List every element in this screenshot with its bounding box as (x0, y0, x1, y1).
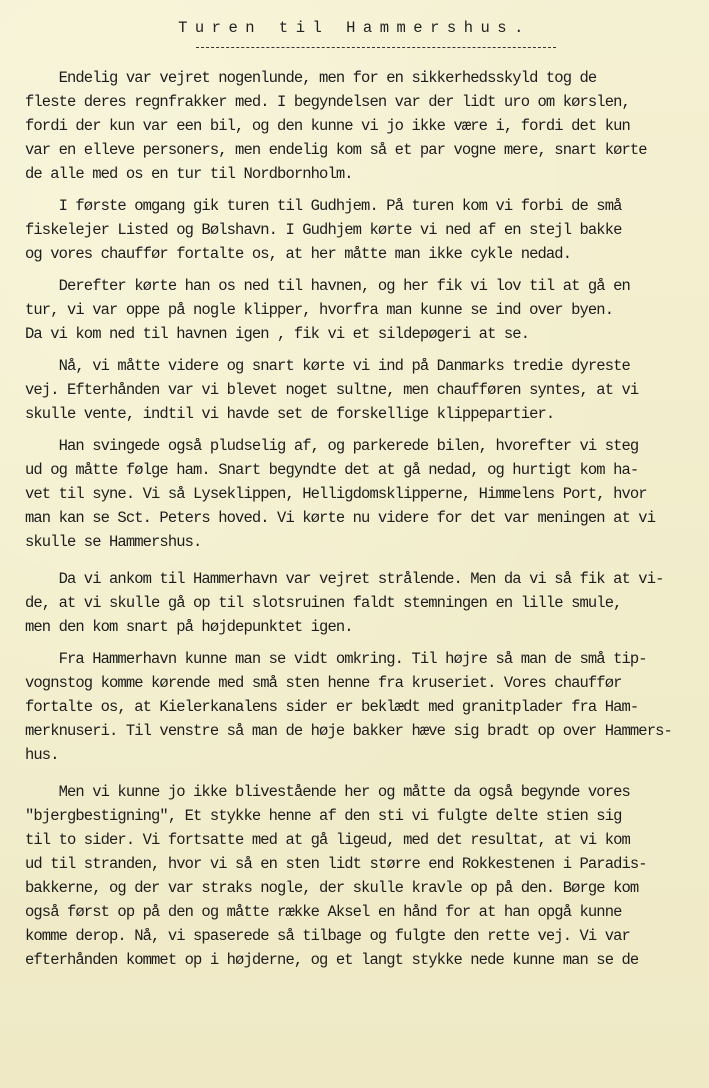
text-line: vognstog komme kørende med små sten henne fra kruseriet. Vores chauffør (25, 674, 622, 692)
text-line: til to sider. Vi fortsatte med at gå ligeud, med det resultat, at vi kom (25, 831, 630, 849)
text-line: Derefter kørte han os ned til havnen, og her fik vi lov til at gå en (25, 277, 630, 295)
text-line: vet til syne. Vi så Lyseklippen, Helligdomsklipperne, Himmelens Port, hvor (25, 485, 647, 503)
text-line: Da vi ankom til Hammerhavn var vejret strålende. Men da vi så fik at vi- (25, 570, 664, 588)
text-line: fiskelejer Listed og Bølshavn. I Gudhjem kørte vi ned af en stejl bakke (25, 221, 622, 239)
paragraph-1 (25, 66, 697, 186)
text-line: I første omgang gik turen til Gudhjem. På turen kom vi forbi de små (25, 197, 622, 215)
text-line: Han svingede også pludselig af, og parkerede bilen, hvorefter vi steg (25, 437, 639, 455)
document-title: Turen til Hammershus. (178, 19, 531, 37)
paragraph-6 (25, 567, 697, 639)
text-line: ud og måtte følge ham. Snart begyndte det at gå nedad, og hurtigt kom ha- (25, 461, 639, 479)
text-line: og vores chauffør fortalte os, at her måtte man ikke cykle nedad. (25, 245, 572, 263)
text-line: man kan se Sct. Peters hoved. Vi kørte nu videre for det var meningen at vi (25, 509, 656, 527)
paragraph-3 (25, 274, 697, 346)
text-line: Endelig var vejret nogenlunde, men for en sikkerhedsskyld tog de (25, 69, 597, 87)
text-line: bakkerne, og der var straks nogle, der skulle kravle op på den. Børge kom (25, 879, 639, 897)
text-line: Men vi kunne jo ikke blivestående her og måtte da også begynde vores (25, 783, 630, 801)
paragraph-8 (25, 780, 697, 972)
text-line: Fra Hammerhavn kunne man se vidt omkring. Til højre så man de små tip- (25, 650, 647, 668)
text-line: Da vi kom ned til havnen igen , fik vi et sildерøgeri at se. (25, 325, 530, 343)
text-line: Nå, vi måtte videre og snart kørte vi ind på Danmarks tredie dyreste (25, 357, 630, 375)
text-line: merknuseri. Til venstre så man de høje bakker hæve sig bradt op over Hammers- (25, 722, 672, 740)
text-line: tur, vi var oppe på nogle klipper, hvorfra man kunne se ind over byen. (25, 301, 614, 319)
text-line: vej. Efterhånden var vi blevet noget sultne, men chaufføren syntes, at vi (25, 381, 639, 399)
document-body (25, 66, 697, 972)
text-line: ud til stranden, hvor vi så en sten lidt større end Rokkestenen i Paradis- (25, 855, 647, 873)
text-line: fortalte os, at Kielerkanalens sider er beklædt med granitplader fra Ham- (25, 698, 639, 716)
paragraph-2 (25, 194, 697, 266)
paragraph-7 (25, 647, 697, 767)
text-line: fordi der kun var een bil, og den kunne vi jo ikke være i, fordi det kun (25, 117, 630, 135)
text-line: skulle vente, indtil vi havde set de forskellige klippepartier. (25, 405, 555, 423)
text-line: efterhånden kommet op i højderne, og et langt stykke nede kunne man se de (25, 951, 639, 969)
text-line: de, at vi skulle gå op til slotsruinen faldt stemningen en lille smule, (25, 594, 622, 612)
text-line: komme derop. Nå, vi spaserede så tilbage og fulgte den rette vej. Vi var (25, 927, 630, 945)
text-line: men den kom snart på højdepunktet igen. (25, 618, 353, 636)
paragraph-4 (25, 354, 697, 426)
text-line: "bjergbestigning", Et stykke henne af den sti vi fulgte delte stien sig (25, 807, 622, 825)
text-line: skulle se Hammershus. (25, 533, 202, 551)
text-line: var en elleve personers, men endelig kom så et par vogne mere, snart kørte (25, 141, 647, 159)
text-line: hus. (25, 746, 59, 764)
paragraph-5 (25, 434, 697, 554)
text-line: de alle med os en tur til Nordbornholm. (25, 165, 353, 183)
text-line: også først op på den og måtte række Aksel en hånd for at han opgå kunne (25, 903, 622, 921)
title-underline (196, 47, 556, 48)
text-line: fleste deres regnfrakker med. I begyndelsen var der lidt uro om kørslen, (25, 93, 630, 111)
